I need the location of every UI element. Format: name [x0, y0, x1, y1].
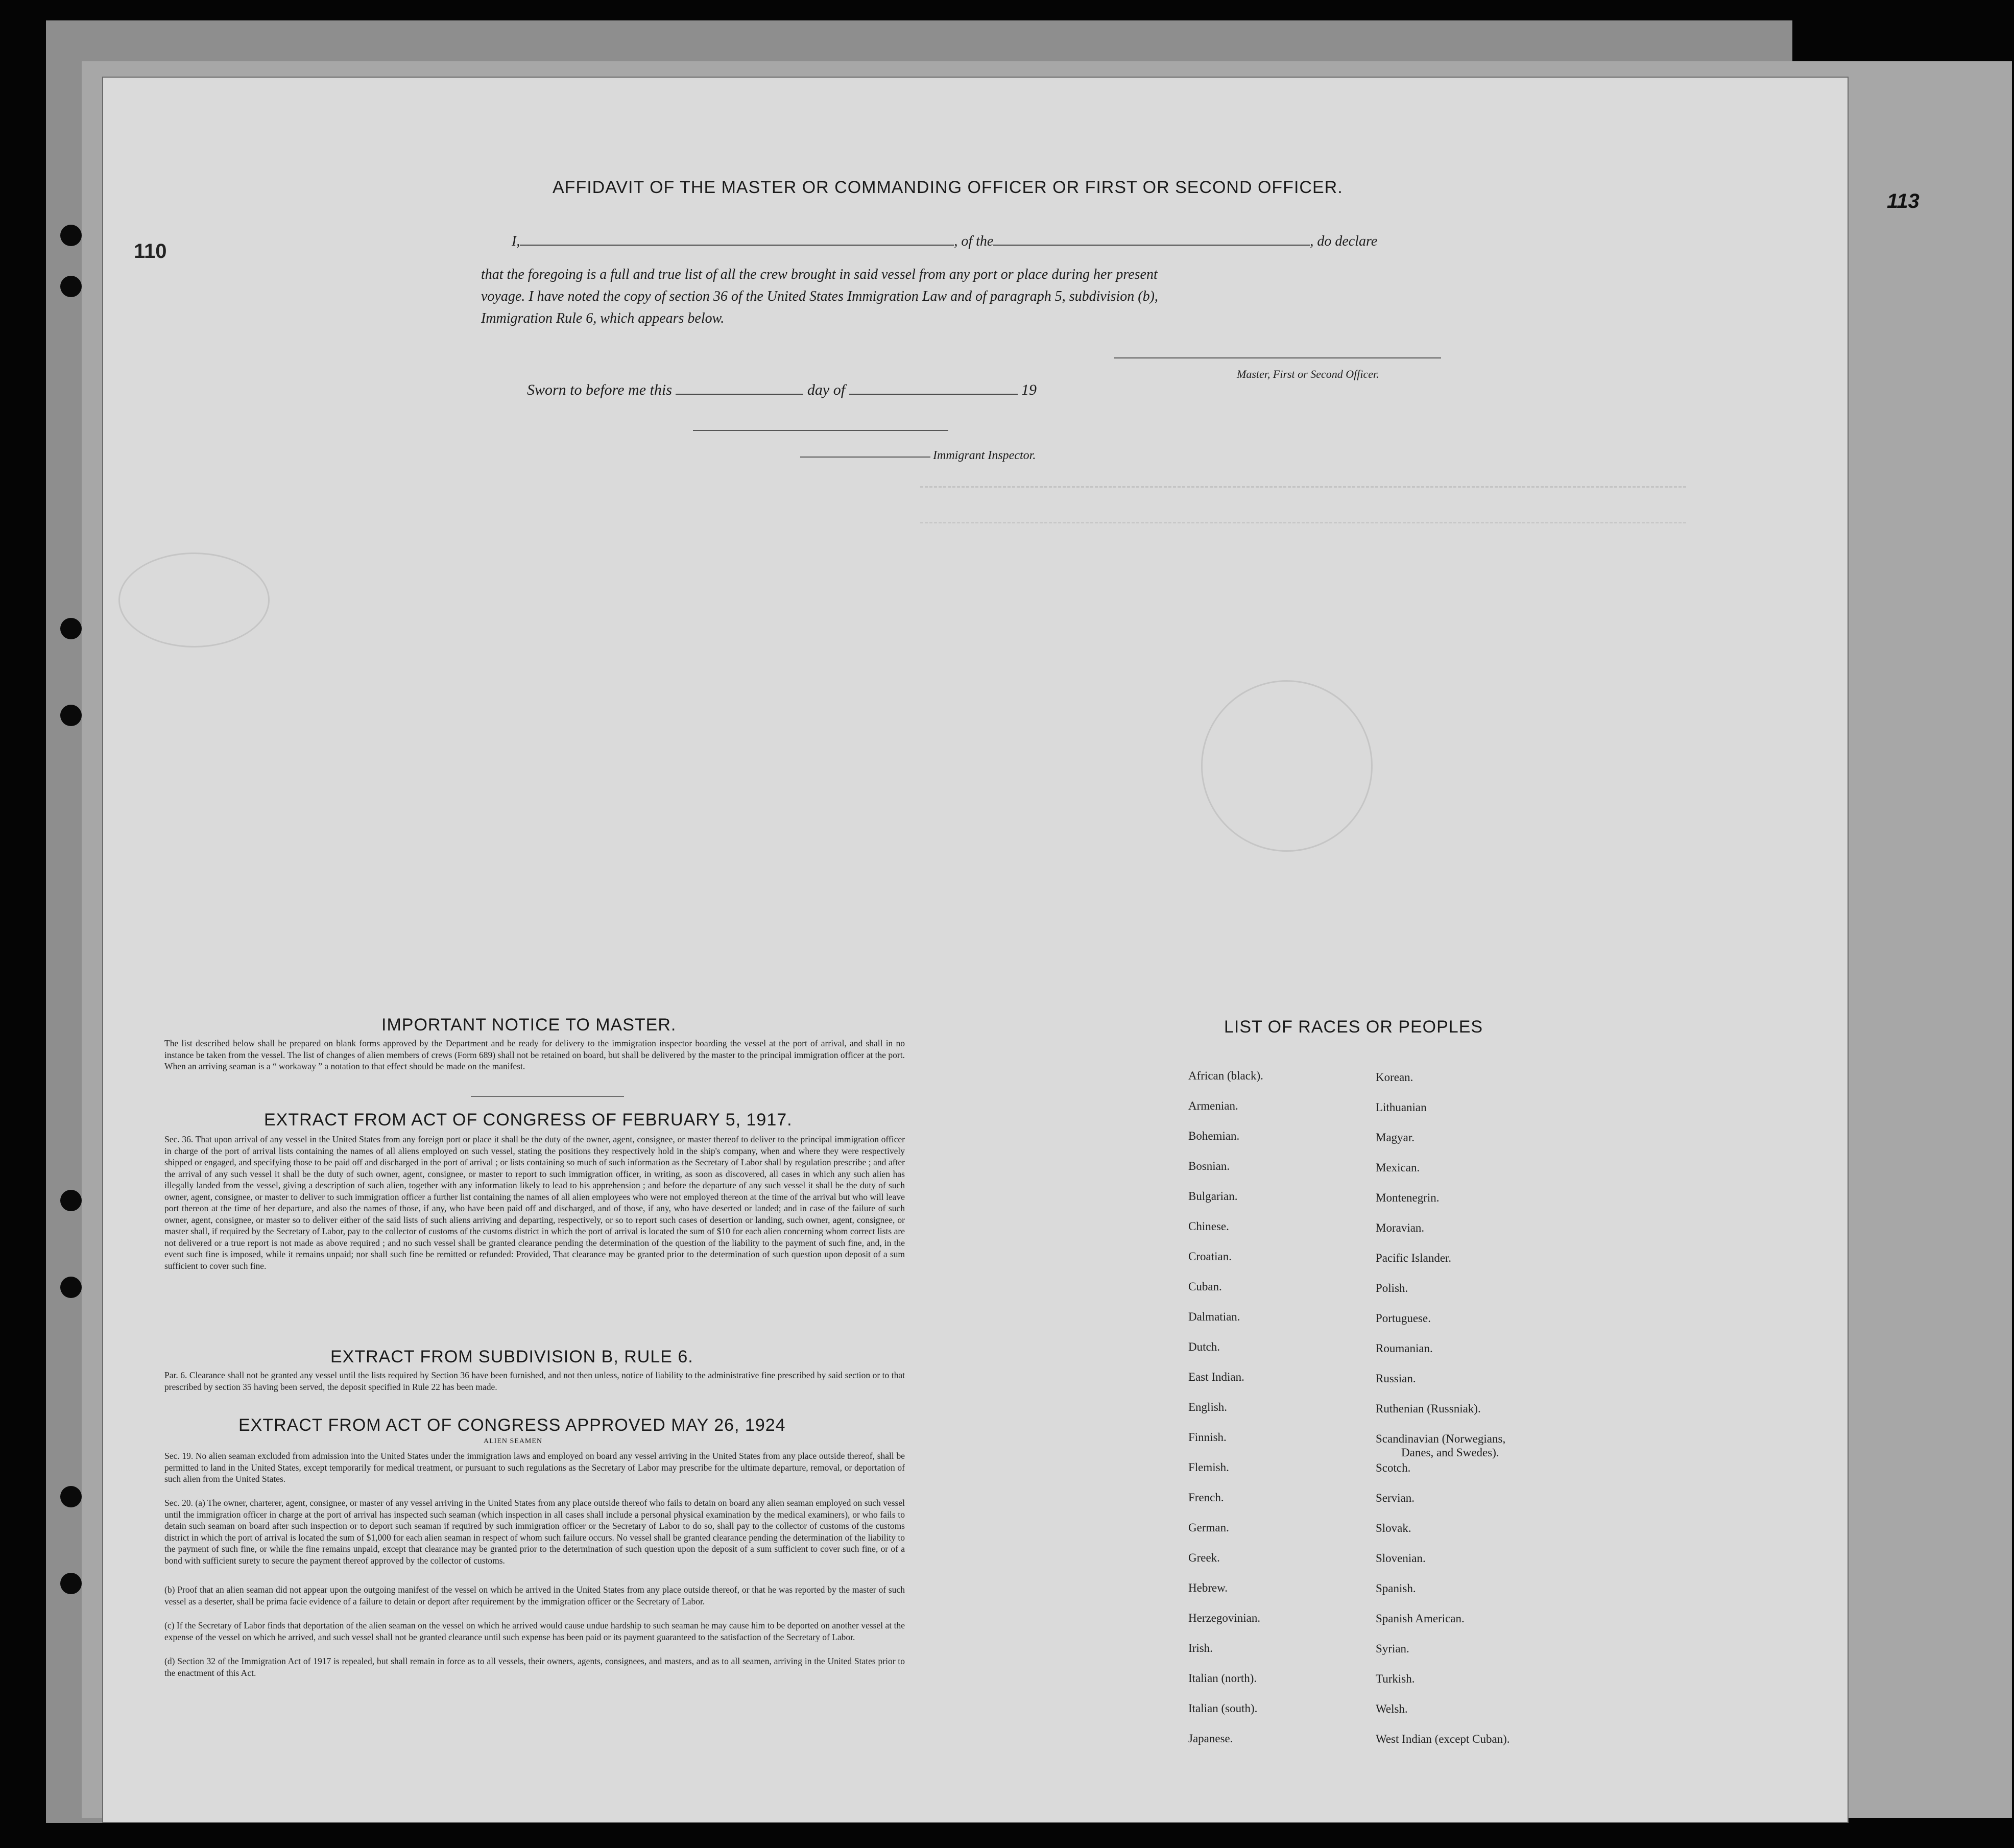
binder-hole [60, 225, 82, 246]
binder-hole [60, 276, 82, 297]
binder-hole [60, 618, 82, 639]
page-number: 113 [1887, 190, 1920, 212]
race-item: Italian (south). [1188, 1702, 1258, 1715]
year-label: 19 [1021, 381, 1037, 398]
race-item: Italian (north). [1188, 1672, 1257, 1685]
race-item: Portuguese. [1376, 1312, 1431, 1325]
race-item: Finnish. [1188, 1431, 1227, 1444]
race-item: Servian. [1376, 1492, 1415, 1504]
race-item: Magyar. [1376, 1131, 1415, 1144]
faded-stamp [1201, 680, 1373, 852]
binder-hole [60, 1573, 82, 1594]
faded-stamp [118, 553, 270, 647]
vessel-field[interactable] [993, 245, 1310, 246]
day-of-label: day of [807, 381, 846, 398]
race-item: Spanish American. [1376, 1612, 1465, 1625]
race-item: West Indian (except Cuban). [1376, 1733, 1510, 1745]
race-item: Slovak. [1376, 1522, 1411, 1534]
race-item: Herzegovinian. [1188, 1612, 1261, 1624]
race-item: Syrian. [1376, 1642, 1409, 1655]
race-item: Mexican. [1376, 1161, 1420, 1174]
inspector-line[interactable] [800, 457, 930, 458]
name-field[interactable] [520, 245, 954, 246]
binder-hole [60, 705, 82, 726]
race-item: Bosnian. [1188, 1160, 1230, 1172]
extract-1924-sec20b: (b) Proof that an alien seaman did not appear upon the outgoing manifest of the vessel on which he arrived in the United States from any place outside thereof, or that he was reported by the master of such vessel as a deserter, shall be prima facie evidence of a failure to detain or deport after requirement by the immigration officer or the Secretary of Labor. [164, 1585, 905, 1606]
race-item-continuation: Danes, and Swedes). [1401, 1446, 1499, 1459]
binder-hole [60, 1486, 82, 1507]
extract-1924-subtitle: ALIEN SEAMEN [484, 1437, 543, 1445]
sworn-day-field[interactable] [676, 394, 803, 395]
race-item: Armenian. [1188, 1099, 1238, 1112]
extract-1924-sec20c: (c) If the Secretary of Labor finds that deportation of the alien seaman on the vessel on which he arrived would cause undue hardship to such seaman he may cause him to be deported on another vessel at the expense of the vessel on which he arrived, and such vessel shall not be granted clearance until such expense has been paid or its payment guaranteed to the satisfaction of the Secretary of Labor. [164, 1620, 905, 1642]
race-item: Cuban. [1188, 1280, 1222, 1293]
affidavit-title: AFFIDAVIT OF THE MASTER OR COMMANDING OFFICER OR FIRST OR SECOND OFFICER. [553, 178, 1343, 197]
affidavit-line-3: voyage. I have noted the copy of section 36 of the United States Immigration Law and of paragraph 5, subdivision (b), [481, 289, 1158, 304]
race-item: Hebrew. [1188, 1581, 1228, 1594]
race-item: Spanish. [1376, 1582, 1416, 1595]
notice-text: The list described below shall be prepared on blank forms approved by the Department and be ready for delivery to the immigration inspector boarding the vessel at the port of arrival, and shall in no instance be taken from the vessel. The list of changes of alien members of crews (Form 689) shall not be retained on board, but shall be delivered by the master to the principal immigration officer at the port. When an arriving seaman is a “ workaway ” a notation to that effect should be made on the manifest. [164, 1038, 905, 1071]
extract-1924-sec19: Sec. 19. No alien seaman excluded from admission into the United States under the immigration laws and employed on board any vessel arriving in the United States from any place outside thereof, shall be permitted to land in the United States, except temporarily for medical treatment, or pursuant to such regulations as the Secretary of Labor may prescribe for the ultimate departure, removal, or deportation of such alien from the United States. [164, 1451, 905, 1484]
binder-hole [60, 1277, 82, 1298]
sworn-line [527, 381, 1037, 399]
race-item: Polish. [1376, 1282, 1408, 1294]
race-item: Bohemian. [1188, 1130, 1240, 1142]
inspector-caption: Immigrant Inspector. [933, 449, 1036, 462]
bleed-through-ink [920, 481, 1686, 488]
corner-mark: 110 [134, 240, 167, 262]
race-item: Moravian. [1376, 1221, 1425, 1234]
race-item: Japanese. [1188, 1732, 1233, 1745]
affidavit-line-1 [512, 233, 1377, 250]
inspector-signature-line[interactable] [693, 430, 948, 431]
extract-rule6-title: EXTRACT FROM SUBDIVISION B, RULE 6. [330, 1347, 693, 1366]
extract-1917-text: Sec. 36. That upon arrival of any vessel in the United States from any foreign port or place it shall be the duty of the owner, agent, consignee, or master thereof to deliver to the principal immigration officer in charge of the port of arrival lists containing the names of all aliens employed on such vessel, stating the positions they respectively hold in the ship's company, when and where they were respectively shipped or engaged, and specifying those to be paid off and discharged in the port of arrival ; or lists containing so much of such information as the Secretary of Labor shall by regulation prescribe ; and after the arrival of any such vessel it shall be the duty of such owner, agent, consignee, or master to report to such immigration officer, in writing, as soon as discovered, all cases in which any such alien has illegally landed from the vessel, giving a description of such alien, together with any information likely to lead to his apprehension ; and before the departure of any such vessel it shall be the duty of such owner, agent, consignee, or master to deliver to such immigration officer a further list containing the names of all alien employees who were not employed thereon at the time of the arrival but who will leave port thereon at the time of her departure, and also the names of those, if any, who have been paid off and discharged, and of those, if any, who have deserted or landed; and in case of the failure of such owner, agent, consignee, or master so to deliver either of the said lists of such aliens arriving and departing, respectively, or so to report such cases of desertion or landing, such owner, agent, consignee, or master shall, if required by the Secretary of Labor, pay to the collector of customs of the customs district in which the port of arrival is located the sum of $10 for each alien concerning whom correct lists are not delivered or a true report is not made as above required ; and no such vessel shall be granted clearance pending the determination of the question of the liability to the payment of such fine, and, in the event such fine is imposed, while it remains unpaid; nor shall such fine be remitted or refunded: Provided, That clearance may be granted prior to the determination of such question upon deposit of a sum sufficient to cover such fine. [164, 1134, 905, 1271]
affidavit-line-2: that the foregoing is a full and true list of all the crew brought in said vessel from any port or place during her present [481, 267, 1158, 282]
extract-1924-sec20a: Sec. 20. (a) The owner, charterer, agent, consignee, or master of any vessel arriving in the United States from any place outside thereof who fails to detain on board any alien seaman employed on such vessel until the immigration officer in charge at the port of arrival has inspected such seaman (which inspection in all cases shall include a personal physical examination by the medical examiners), or who fails to detain such seaman on board after such inspection or to deport such seaman if required by such immigration officer or the Secretary of Labor to do so, shall pay to the collector of customs of the customs district in which the port of arrival is located the sum of $1,000 for each alien seaman in respect of whom such failure occurs. No vessel shall be granted clearance pending the determination of the liability to the payment of such fine, or while the fine remains unpaid, except that clearance may be granted prior to the determination of such question upon the deposit of a sum sufficient to cover such fine, or of a bond with sufficient surety to secure the payment thereof approved by the collector of customs. [164, 1498, 905, 1566]
race-item: Turkish. [1376, 1672, 1415, 1685]
extract-1917-title: EXTRACT FROM ACT OF CONGRESS OF FEBRUARY 5, 1917. [264, 1110, 793, 1130]
affidavit-line-4: Immigration Rule 6, which appears below. [481, 310, 725, 326]
race-item: East Indian. [1188, 1371, 1244, 1383]
race-item: Flemish. [1188, 1461, 1229, 1474]
race-item: Dalmatian. [1188, 1310, 1240, 1323]
race-item: African (black). [1188, 1069, 1263, 1082]
race-item: German. [1188, 1521, 1229, 1534]
sworn-label: Sworn to before me this [527, 381, 672, 398]
race-item: Irish. [1188, 1642, 1213, 1654]
section-divider [471, 1096, 624, 1097]
signature-caption: Master, First or Second Officer. [1237, 368, 1379, 380]
race-item: Lithuanian [1376, 1101, 1427, 1114]
race-item: Ruthenian (Russniak). [1376, 1402, 1481, 1415]
extract-1924-sec20d: (d) Section 32 of the Immigration Act of 1917 is repealed, but shall remain in force as to all vessels, their owners, agents, consignees, and masters, and as to all seamen, arriving in the United States prior to the enactment of this Act. [164, 1656, 905, 1678]
race-item: Slovenian. [1376, 1552, 1426, 1565]
race-item: Russian. [1376, 1372, 1416, 1385]
race-item: Bulgarian. [1188, 1190, 1238, 1203]
race-item: French. [1188, 1491, 1224, 1504]
race-item: Korean. [1376, 1071, 1413, 1084]
race-item: Roumanian. [1376, 1342, 1433, 1355]
form-sheet [102, 77, 1849, 1823]
extract-1924-title: EXTRACT FROM ACT OF CONGRESS APPROVED MAY 26, 1924 [238, 1415, 786, 1435]
race-item: Pacific Islander. [1376, 1252, 1452, 1264]
race-item: Scotch. [1376, 1461, 1411, 1474]
i-label: I, [512, 233, 520, 249]
signature-line[interactable] [1114, 357, 1441, 358]
notice-title: IMPORTANT NOTICE TO MASTER. [381, 1015, 677, 1035]
extract-rule6-text: Par. 6. Clearance shall not be granted any vessel until the lists required by Section 36 have been furnished, and not then unless, notice of liability to the administrative fine prescribed by said section or to that prescribed by section 35 having been served, the deposit specified in Rule 22 has been made. [164, 1370, 905, 1392]
race-item: Dutch. [1188, 1340, 1220, 1353]
of-the-label: , of the [954, 233, 994, 249]
binder-hole [60, 1190, 82, 1211]
races-title: LIST OF RACES OR PEOPLES [1224, 1017, 1483, 1037]
race-item: Croatian. [1188, 1250, 1232, 1263]
race-item: English. [1188, 1401, 1228, 1413]
race-item: Chinese. [1188, 1220, 1229, 1233]
race-item: Montenegrin. [1376, 1191, 1440, 1204]
do-declare-label: , do declare [1310, 233, 1378, 249]
race-item: Welsh. [1376, 1702, 1408, 1715]
bleed-through-ink [920, 517, 1686, 523]
race-item: Greek. [1188, 1551, 1220, 1564]
sworn-month-field[interactable] [849, 394, 1018, 395]
race-item: Scandinavian (Norwegians, [1376, 1432, 1506, 1445]
